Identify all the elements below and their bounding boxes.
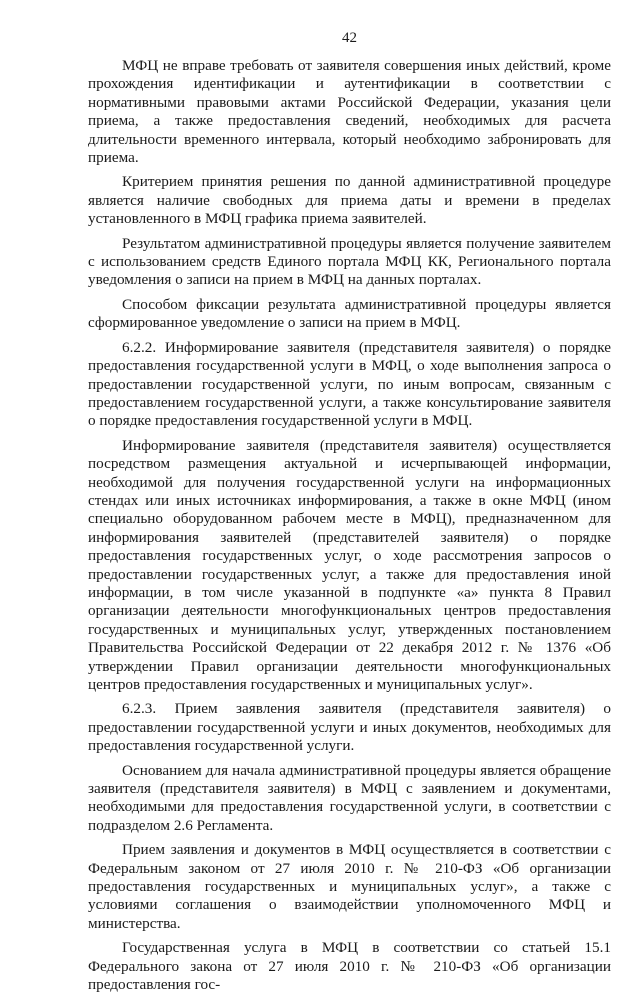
- paragraph: Информирование заявителя (представителя заявителя) осуществляется посредством размещения актуальной и исчерпывающей информации, необходимой для получения государственной услуги на информационных стендах или иных источниках информирования, а также в окне МФЦ (ином специально оборудованном рабочем месте в МФЦ), предназначенном для информирования заявителей (представителей заявителя) о порядке предоставления государственных услуг, о ходе рассмотрения запросов о предоставлении государственных услуг, а также для предоставления иной информации, в том числе указанной в подпункте «а» пункта 8 Правил организации деятельности многофункциональных центров предоставления государственных и муниципальных услуг, утвержденных постановлением Правительства Российской Федерации от 22 декабря 2012 г. № 1376 «Об утверждении Правил организации деятельности многофункциональных центров предоставления государственных и муниципальных услуг».: [88, 436, 611, 693]
- paragraph: Государственная услуга в МФЦ в соответствии со статьей 15.1 Федерального закона от 27 июля 2010 г. № 210-ФЗ «Об организации предоставления гос-: [88, 939, 611, 994]
- paragraph: Прием заявления и документов в МФЦ осуществляется в соответствии с Федеральным законом от 27 июля 2010 г. № 210-ФЗ «Об организации предоставления государственных и муниципальных услуг», а также с условиями соглашения о взаимодействии уполномоченного МФЦ и министерства.: [88, 841, 611, 932]
- document-body: [88, 57, 611, 995]
- page-number: 42: [342, 30, 357, 46]
- section-paragraph: 6.2.3. Прием заявления заявителя (представителя заявителя) о предоставлении государственной услуги и иных документов, необходимых для предоставления государственной услуги.: [88, 700, 611, 755]
- paragraph: Основанием для начала административной процедуры является обращение заявителя (представителя заявителя) в МФЦ с заявлением и документами, необходимыми для предоставления государственной услуги, в соответствии с подразделом 2.6 Регламента.: [88, 761, 611, 834]
- paragraph: Результатом административной процедуры является получение заявителем с использованием средств Единого портала МФЦ КК, Регионального портала уведомления о записи на прием в МФЦ на данных порталах.: [88, 234, 611, 289]
- paragraph: МФЦ не вправе требовать от заявителя совершения иных действий, кроме прохождения идентификации и аутентификации в соответствии с нормативными правовыми актами Российской Федерации, указания цели приема, а также предоставления сведений, необходимых для расчета длительности временного интервала, который необходимо забронировать для приема.: [88, 57, 611, 167]
- paragraph: Способом фиксации результата административной процедуры является сформированное уведомление о записи на прием в МФЦ.: [88, 295, 611, 332]
- section-paragraph: 6.2.2. Информирование заявителя (представителя заявителя) о порядке предоставления государственной услуги в МФЦ, о ходе выполнения запроса о предоставлении государственной услуги, по иным вопросам, связанным с предоставлением государственной услуги, а также консультирование заявителя о порядке предоставления государственной услуги в МФЦ.: [88, 338, 611, 430]
- paragraph: Критерием принятия решения по данной административной процедуре является наличие свободных для приема даты и времени в пределах установленного в МФЦ графика приема заявителей.: [88, 173, 611, 228]
